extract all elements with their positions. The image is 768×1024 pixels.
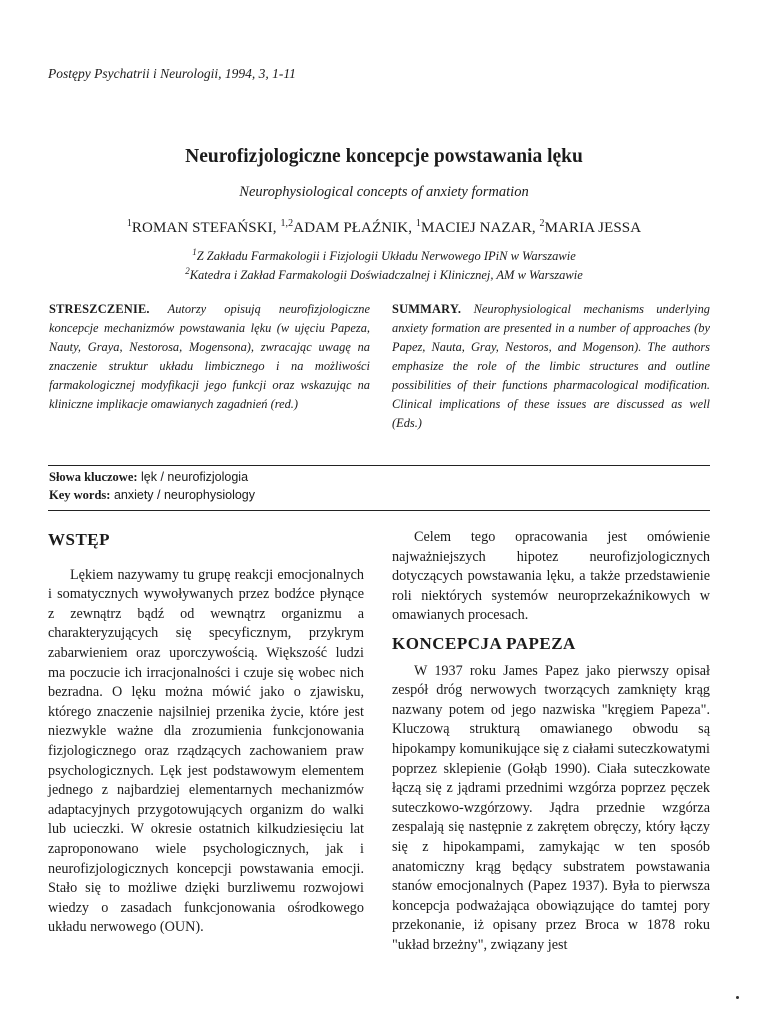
- author-name: MARIA JESSA: [544, 220, 642, 236]
- abstract-polish: [49, 300, 370, 414]
- author-name: ADAM PŁAŹNIK,: [293, 220, 413, 236]
- affiliation-text: Katedra i Zakład Farmakologii Doświadczalnej i Klinicznej, AM w Warszawie: [189, 268, 583, 283]
- paragraph: W 1937 roku James Papez jako pierwszy opisał zespół dróg nerwowych tworzących zamknięty krąg nazwany potem od jego nazwiska "kręgiem Papeza". Kluczową strukturą omawianego obwodu są hipokampy komunikujące się z ciałami suteczkowatymi poprzez sklepienie (Gołąb 1990). Ciała suteczkowate łączą się z jądrami przednimi wzgórza poprzez pęczek suteczkowo-wzgórzowy. Jądra przednie wzgórza zespalają się następnie z zakrętem obręczy, który łączy się z hipokampami, zamykając w ten sposób anatomiczny krąg będący substratem powstawania stanów emocjonalnych (Papez 1937). Była to pierwsza koncepcja podważająca obowiązujące do tamtej pory przekonanie, iż opisany przez Broca w 1878 roku "układ brzeżny", związany jest: [392, 662, 710, 953]
- divider-bottom: [48, 510, 710, 511]
- affiliation-2: [0, 266, 768, 283]
- abstract-english: [392, 300, 710, 433]
- body-column-left: [48, 528, 364, 938]
- abstract-polish-label: STRESZCZENIE.: [49, 302, 150, 316]
- article-title: Neurofizjologiczne koncepcje powstawania lęku: [185, 146, 583, 167]
- keywords-english: [49, 488, 255, 503]
- abstract-polish-text: Autorzy opisują neurofizjologiczne koncepcje mechanizmów powstawania lęku (w ujęciu Papeza, Nauty, Graya, Nestorosa, Mogensona), zwracając uwagę na znaczenie struktur układu limbicznego i na możliwości farmakologicznej modyfikacji jego funkcji oraz wskazując na kliniczne implikacje omawianych zagadnień (red.): [49, 302, 370, 411]
- article-subtitle: Neurophysiological concepts of anxiety formation: [239, 184, 529, 200]
- author-affiliation-mark: 1: [126, 218, 132, 229]
- divider-top: [48, 465, 710, 466]
- affiliation-mark: 2: [185, 266, 190, 276]
- paragraph: Lękiem nazywamy tu grupę reakcji emocjonalnych i somatycznych wywoływanych przez bodźce płynące z zewnątrz bądź od wewnątrz organizmu a charakteryzujących się specyficznym, przykrym zabarwieniem oraz uporczywością. Większość ludzi ma poczucie ich irracjonalności i czuje się wobec nich bezradna. O lęku można mówić jako o zjawisku, którego znaczenie najsilniej przenika życie, które jest niezwykle ważne dla zrozumienia funkcjonowania fizjologicznego oraz rządzących zachowaniem praw psychologicznych. Lęk jest podstawowym elementem jednego z najbardziej elementarnych mechanizmów adaptacyjnych przygotowujących organizm do walki lub ucieczki. W okresie ostatnich kilkudziesięciu lat zaproponowano wiele psychologicznych, jak i neurofizjologicznych koncepcji powstawania emocji. Stało się to możliwe dzięki burzliwemu rozwojowi wiedzy o zasadach funkcjonowania ośrodkowego układu nerwowego (OUN).: [48, 566, 364, 936]
- keywords-polish: [49, 470, 248, 485]
- keywords-polish-value: lęk / neurofizjologia: [141, 470, 249, 484]
- abstract-english-text: Neurophysiological mechanisms underlying anxiety formation are presented in a number of approaches (by Papez, Nauta, Gray, Nestoros, and Mogenson). The authors emphasize the role of the limbic structures and outline possibilities of their functions pharmacological modification. Clinical implications of these issues are discussed as well (Eds.): [392, 302, 710, 430]
- author-name: MACIEJ NAZAR,: [421, 220, 536, 236]
- journal-citation: Postępy Psychatrii i Neurologii, 1994, 3, 1-11: [48, 66, 296, 81]
- author-affiliation-mark: 1: [415, 218, 422, 229]
- section-heading-wstep: WSTĘP: [48, 530, 111, 549]
- abstract-english-label: SUMMARY.: [392, 302, 462, 316]
- affiliation-mark: 1: [192, 247, 197, 257]
- paragraph: Celem tego opracowania jest omówienie najważniejszych hipotez neurofizjologicznych dotyczących powstawania lęku, a także przedstawienie roli niektórych systemów neuroprzekaźnikowych w omawianych procesach.: [392, 529, 710, 624]
- keywords-polish-label: Słowa kluczowe:: [49, 470, 138, 484]
- scan-speck: [736, 996, 739, 999]
- author-affiliation-mark: 2: [539, 218, 545, 229]
- body-column-right: [392, 528, 710, 955]
- author-name: ROMAN STEFAŃSKI,: [131, 220, 277, 236]
- author-list: [0, 218, 768, 237]
- keywords-english-value: anxiety / neurophysiology: [113, 488, 255, 502]
- author-affiliation-mark: 1,2: [280, 218, 294, 229]
- section-heading-papez: KONCEPCJA PAPEZA: [392, 633, 576, 653]
- keywords-english-label: Key words:: [49, 488, 111, 502]
- affiliation-1: [0, 247, 768, 264]
- affiliation-text: Z Zakładu Farmakologii i Fizjologii Układu Nerwowego IPiN w Warszawie: [196, 249, 576, 264]
